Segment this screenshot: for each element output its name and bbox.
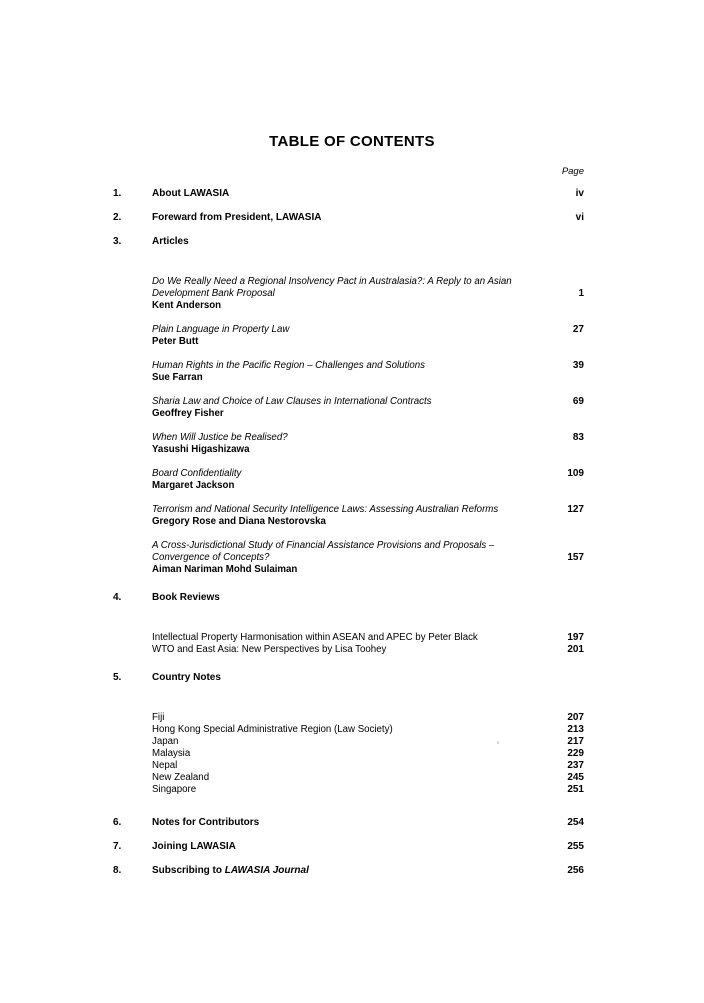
article-page-number: 83 (572, 432, 584, 443)
book-review-title: WTO and East Asia: New Perspectives by Lisa Toohey (152, 644, 387, 655)
article-page-number: 69 (572, 396, 584, 407)
book-review-page-number: 201 (567, 644, 584, 655)
spacer (0, 456, 704, 468)
article-entry[interactable] (0, 396, 704, 420)
toc-section-joining-lawasia[interactable] (0, 841, 704, 854)
country-note-page-number: 207 (567, 712, 584, 723)
spacer (0, 348, 704, 360)
section-page-number: 254 (567, 817, 584, 828)
article-page-number: 39 (572, 360, 584, 371)
country-note-title: Hong Kong Special Administrative Region (Law Society) (152, 724, 393, 735)
article-author: Peter Butt (152, 336, 199, 347)
country-note-item[interactable] (0, 760, 704, 772)
table-of-contents (0, 188, 704, 889)
section-page-number: 255 (567, 841, 584, 852)
article-title-line: Human Rights in the Pacific Region – Challenges and Solutions (152, 360, 426, 371)
country-note-item[interactable] (0, 784, 704, 796)
spacer (0, 696, 704, 712)
country-note-title: Singapore (152, 784, 197, 795)
section-label: Country Notes (152, 672, 221, 683)
scan-artifact (497, 741, 499, 744)
article-entry[interactable] (0, 468, 704, 492)
section-label: About LAWASIA (152, 188, 230, 199)
spacer (0, 576, 704, 592)
article-entry[interactable] (0, 360, 704, 384)
article-title-line: Sharia Law and Choice of Law Clauses in International Contracts (152, 396, 432, 407)
section-number: 7. (113, 841, 122, 852)
country-note-page-number: 251 (567, 784, 584, 795)
page-title: TABLE OF CONTENTS (269, 133, 435, 150)
country-note-page-number: 213 (567, 724, 584, 735)
spacer (0, 616, 704, 632)
book-review-page-number: 197 (567, 632, 584, 643)
section-label: Foreward from President, LAWASIA (152, 212, 322, 223)
article-entry[interactable] (0, 540, 704, 576)
toc-section-notes-for-contributors[interactable] (0, 817, 704, 830)
article-entry[interactable] (0, 276, 704, 312)
book-review-item[interactable] (0, 632, 704, 644)
country-note-page-number: 229 (567, 748, 584, 759)
book-review-title: Intellectual Property Harmonisation within ASEAN and APEC by Peter Black (152, 632, 478, 643)
section-label: Joining LAWASIA (152, 841, 236, 852)
country-note-title: Malaysia (152, 748, 191, 759)
article-title-line: Terrorism and National Security Intelligence Laws: Assessing Australian Reforms (152, 504, 499, 515)
country-note-item[interactable] (0, 772, 704, 784)
country-note-title: Nepal (152, 760, 178, 771)
article-title-line: Plain Language in Property Law (152, 324, 290, 335)
section-number: 8. (113, 865, 122, 876)
article-author: Kent Anderson (152, 300, 222, 311)
article-entry[interactable] (0, 432, 704, 456)
spacer (0, 384, 704, 396)
country-note-page-number: 245 (567, 772, 584, 783)
article-title-line: Convergence of Concepts? (152, 552, 270, 563)
country-note-list (0, 712, 704, 796)
country-note-page-number: 237 (567, 760, 584, 771)
page-column-header: Page (561, 166, 584, 177)
section-page-number: vi (575, 212, 584, 223)
country-note-title: Japan (152, 736, 179, 747)
article-page-number: 27 (572, 324, 584, 335)
section-number: 5. (113, 672, 122, 683)
section-page-number: iv (575, 188, 584, 199)
country-note-item[interactable] (0, 724, 704, 736)
spacer (0, 656, 704, 672)
article-page-number: 157 (567, 552, 584, 563)
article-author: Aiman Nariman Mohd Sulaiman (152, 564, 298, 575)
article-author: Margaret Jackson (152, 480, 235, 491)
article-title-line: A Cross-Jurisdictional Study of Financial Assistance Provisions and Proposals – (152, 540, 495, 551)
country-note-item[interactable] (0, 712, 704, 724)
country-note-title: New Zealand (152, 772, 210, 783)
toc-section-articles[interactable] (0, 236, 704, 249)
toc-section-country-notes[interactable] (0, 672, 704, 685)
section-label-plain: Subscribing to (152, 865, 225, 876)
article-title-line: Do We Really Need a Regional Insolvency Pact in Australasia?: A Reply to an Asian (152, 276, 512, 287)
section-label-italic: LAWASIA Journal (224, 865, 309, 876)
article-author: Geoffrey Fisher (152, 408, 224, 419)
section-number: 1. (113, 188, 122, 199)
section-number: 3. (113, 236, 122, 247)
article-author: Gregory Rose and Diana Nestorovska (152, 516, 326, 527)
article-page-number: 127 (567, 504, 584, 515)
country-note-title: Fiji (152, 712, 165, 723)
country-note-item[interactable] (0, 748, 704, 760)
article-title-line: Board Confidentiality (152, 468, 242, 479)
book-review-item[interactable] (0, 644, 704, 656)
book-review-list (0, 632, 704, 656)
toc-section-about-lawasia[interactable] (0, 188, 704, 201)
country-note-item[interactable] (0, 736, 704, 748)
article-title-line: When Will Justice be Realised? (152, 432, 288, 443)
article-entry[interactable] (0, 504, 704, 528)
article-author: Yasushi Higashizawa (152, 444, 250, 455)
article-author: Sue Farran (152, 372, 203, 383)
article-entry[interactable] (0, 324, 704, 348)
section-number: 6. (113, 817, 122, 828)
article-page-number: 1 (578, 288, 584, 299)
article-title-line: Development Bank Proposal (152, 288, 275, 299)
section-label: Notes for Contributors (152, 817, 260, 828)
spacer (0, 528, 704, 540)
toc-section-foreward[interactable] (0, 212, 704, 225)
toc-section-subscribing[interactable] (0, 865, 704, 878)
spacer (0, 492, 704, 504)
toc-section-book-reviews[interactable] (0, 592, 704, 605)
country-note-page-number: 217 (567, 736, 584, 747)
spacer (0, 796, 704, 812)
spacer (0, 312, 704, 324)
section-page-number: 256 (567, 865, 584, 876)
spacer (0, 420, 704, 432)
section-label: Book Reviews (152, 592, 220, 603)
spacer (0, 260, 704, 276)
section-number: 2. (113, 212, 122, 223)
section-number: 4. (113, 592, 122, 603)
article-page-number: 109 (567, 468, 584, 479)
section-label: Articles (152, 236, 189, 247)
